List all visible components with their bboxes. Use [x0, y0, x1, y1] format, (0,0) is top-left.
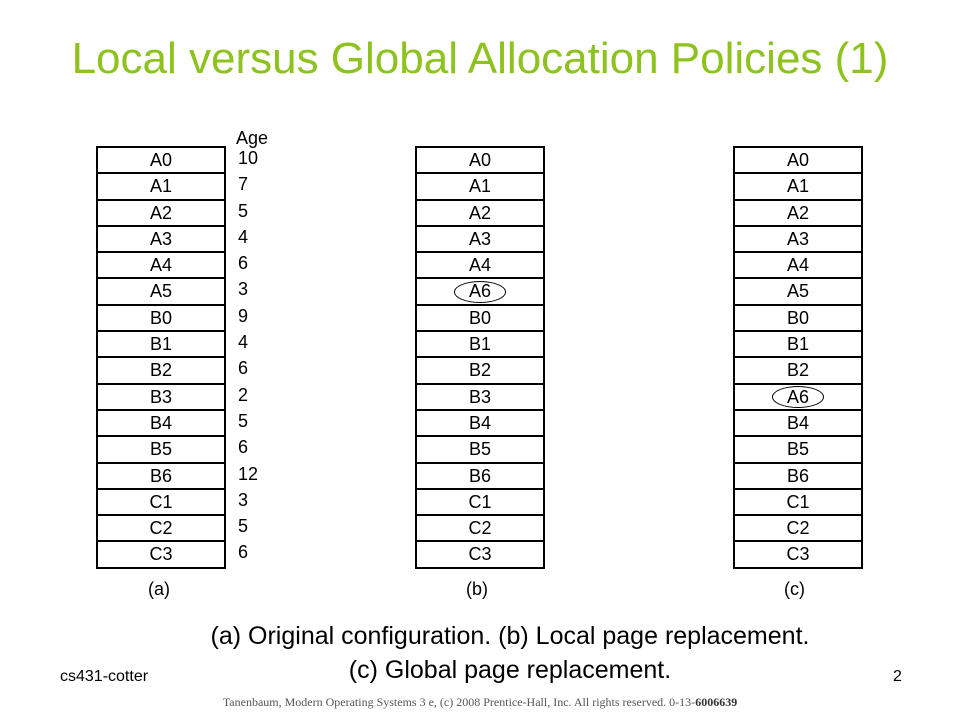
page-frame-cell: C2	[96, 516, 226, 542]
credit-text: Tanenbaum, Modern Operating Systems 3 e, (c) 2008 Prentice-Hall, Inc. All rights reserved. 0-13-	[222, 695, 696, 709]
page-frame-cell: C1	[415, 490, 545, 516]
page-age-value: 9	[238, 305, 249, 326]
page-frame-cell: C1	[733, 490, 863, 516]
figure-caption-line-2: (c) Global page replacement.	[348, 656, 672, 684]
page-age-value: 5	[238, 516, 249, 537]
page-frame-cell: B2	[415, 358, 545, 384]
page-frame-cell: A1	[96, 174, 226, 200]
panel-label-b: (b)	[466, 579, 488, 599]
page-frame-cell: B0	[96, 306, 226, 332]
slide-title: Local versus Global Allocation Policies (1)	[71, 34, 889, 83]
page-frame-table-c	[733, 146, 863, 569]
frame-list-a	[96, 146, 226, 569]
page-frame-cell: B6	[415, 464, 545, 490]
page-age-value: 5	[238, 410, 249, 431]
page-frame-cell: B1	[415, 332, 545, 358]
credit-isbn: 6006639	[695, 695, 738, 709]
page-frame-cell: A4	[733, 253, 863, 279]
page-frame-cell: A6	[415, 279, 545, 305]
page-frame-cell: A5	[96, 279, 226, 305]
page-frame-cell: A3	[415, 227, 545, 253]
page-frame-cell: A4	[415, 253, 545, 279]
page-frame-cell: B6	[733, 464, 863, 490]
panel-label-c: (c)	[784, 579, 805, 599]
page-frame-cell: A0	[96, 148, 226, 174]
page-frame-table-b	[415, 146, 545, 569]
replaced-page-circle	[454, 281, 506, 303]
page-age-value: 6	[238, 542, 249, 563]
replaced-page-circle	[772, 386, 824, 408]
page-frame-cell: B0	[733, 306, 863, 332]
frame-list-c	[733, 146, 863, 569]
page-age-value: 6	[238, 437, 249, 458]
slide-number: 2	[893, 668, 902, 685]
page-frame-cell: A1	[733, 174, 863, 200]
page-age-value: 4	[238, 226, 249, 247]
page-frame-cell: A4	[96, 253, 226, 279]
page-frame-cell: B0	[415, 306, 545, 332]
page-frame-cell: C3	[415, 542, 545, 568]
page-frame-cell: C2	[733, 516, 863, 542]
page-frame-cell: A1	[415, 174, 545, 200]
page-frame-cell: C1	[96, 490, 226, 516]
page-frame-cell: B5	[415, 437, 545, 463]
page-frame-cell: A2	[415, 201, 545, 227]
page-age-value: 10	[238, 148, 259, 168]
page-frame-cell: B5	[96, 437, 226, 463]
panel-label-a: (a)	[148, 579, 170, 599]
page-age-value: 6	[238, 358, 249, 379]
page-age-value: 3	[238, 279, 249, 300]
page-age-value: 4	[238, 332, 249, 353]
page-frame-cell: C3	[96, 542, 226, 568]
page-frame-cell: B4	[733, 411, 863, 437]
page-frame-cell: A2	[96, 201, 226, 227]
page-age-value: 7	[238, 174, 249, 195]
page-frame-cell: B2	[733, 358, 863, 384]
page-frame-cell: B1	[733, 332, 863, 358]
page-frame-cell: B5	[733, 437, 863, 463]
page-frame-cell: A0	[415, 148, 545, 174]
age-column-header: Age	[236, 128, 269, 148]
page-frame-cell: B6	[96, 464, 226, 490]
page-frame-table-a	[96, 146, 226, 569]
page-frame-cell: B4	[96, 411, 226, 437]
page-frame-cell: B3	[415, 385, 545, 411]
page-frame-cell: A2	[733, 201, 863, 227]
page-frame-cell: A0	[733, 148, 863, 174]
page-frame-cell: A3	[96, 227, 226, 253]
frame-list-b	[415, 146, 545, 569]
page-frame-cell: B2	[96, 358, 226, 384]
page-frame-cell: B4	[415, 411, 545, 437]
age-column	[238, 146, 258, 567]
figure-caption-line-1: (a) Original configuration. (b) Local page replacement.	[210, 622, 810, 650]
course-footer: cs431-cotter	[60, 668, 149, 685]
page-age-value: 6	[238, 253, 249, 274]
page-age-value: 3	[238, 489, 249, 510]
page-frame-cell: A5	[733, 279, 863, 305]
page-frame-cell: B3	[96, 385, 226, 411]
page-frame-cell: A3	[733, 227, 863, 253]
page-frame-cell: A6	[733, 385, 863, 411]
page-frame-cell: C3	[733, 542, 863, 568]
copyright-credit	[0, 695, 960, 710]
page-age-value: 12	[238, 463, 259, 484]
page-age-value: 2	[238, 384, 249, 405]
page-frame-cell: B1	[96, 332, 226, 358]
page-frame-cell: C2	[415, 516, 545, 542]
page-age-value: 5	[238, 200, 249, 221]
